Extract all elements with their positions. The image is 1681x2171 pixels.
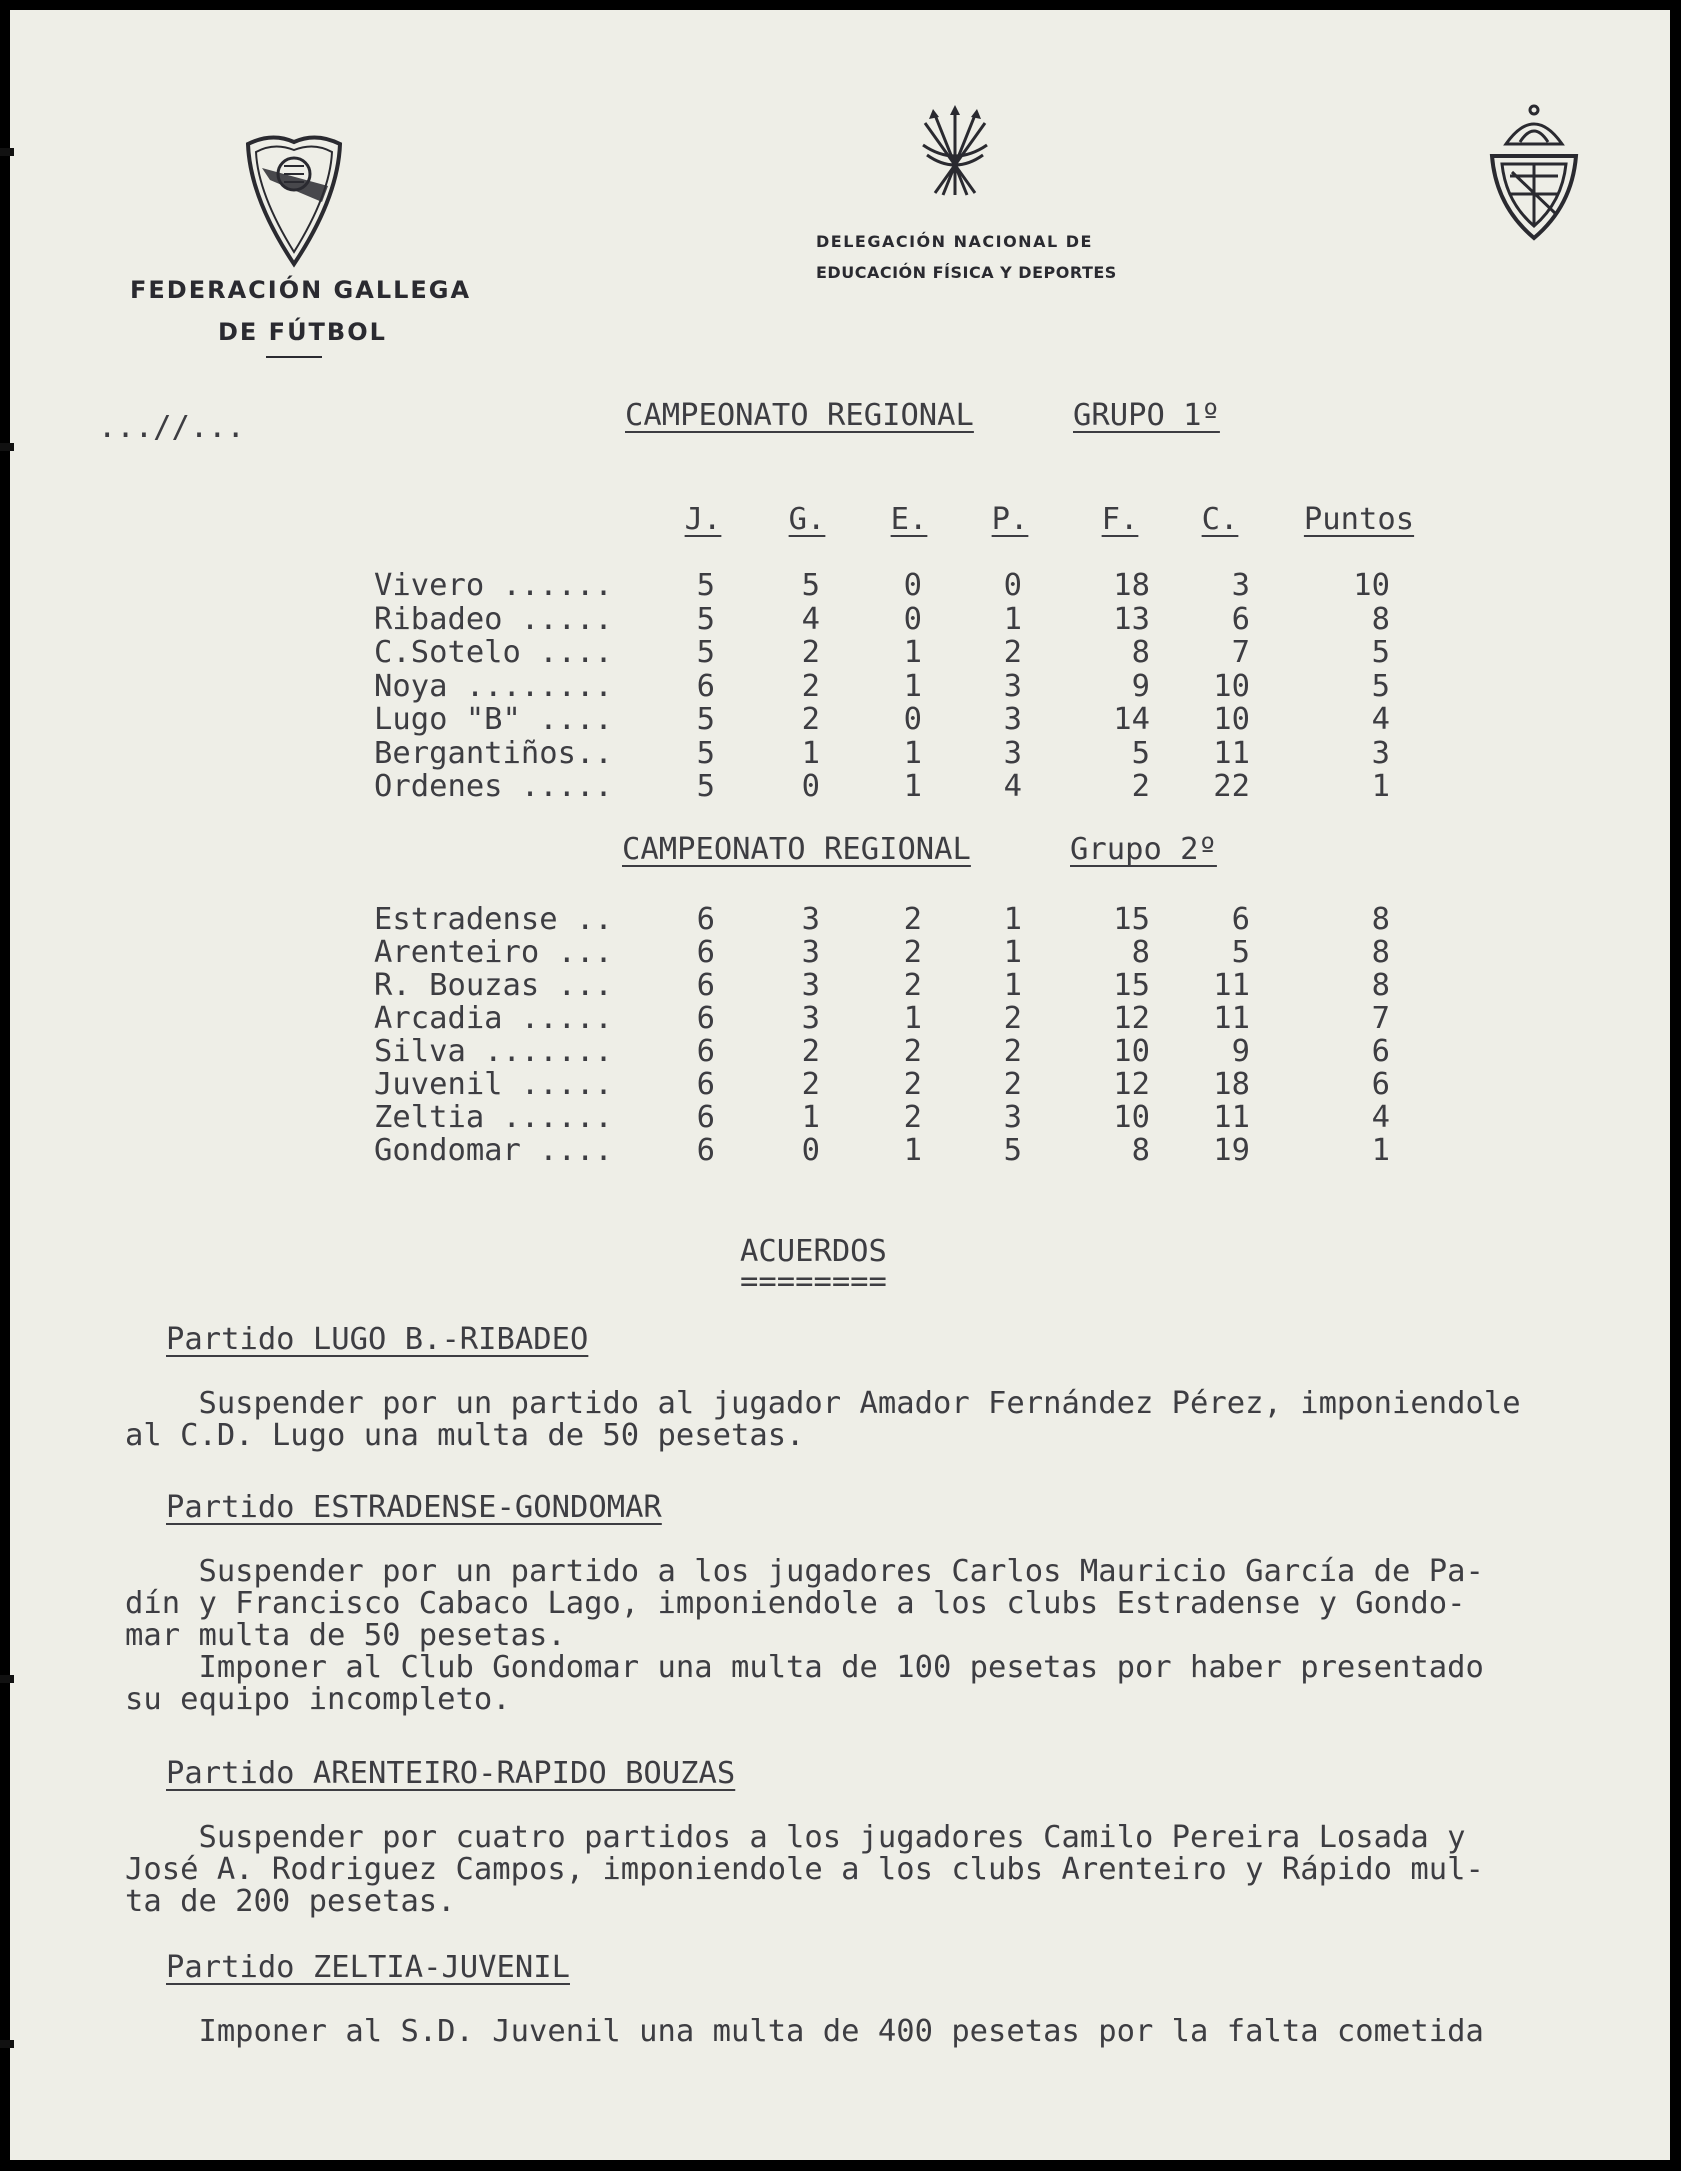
cell-e: 1 [903, 769, 922, 804]
cell-g: 2 [801, 1034, 820, 1069]
cell-j: 6 [696, 1034, 715, 1069]
cell-f: 2 [1131, 769, 1150, 804]
document-sheet [10, 10, 1670, 2160]
cell-p: 2 [1003, 1001, 1022, 1036]
cell-p: 4 [1003, 769, 1022, 804]
section-heading: Partido LUGO B.-RIBADEO [166, 1322, 589, 1357]
punch-hole [0, 443, 14, 451]
cell-j: 6 [696, 968, 715, 1003]
cell-pts: 4 [1371, 702, 1390, 737]
cell-c: 11 [1213, 1100, 1250, 1135]
group1-title: CAMPEONATO REGIONAL [625, 398, 974, 433]
federation-name-line2: DE FÚTBOL [218, 318, 387, 346]
group2-label: Grupo 2º [1070, 832, 1217, 867]
cell-g: 0 [801, 769, 820, 804]
column-header: E. [890, 502, 928, 537]
paragraph-line: José A. Rodriguez Campos, imponiendole a los clubs Arenteiro y Rápido mul- [125, 1852, 1484, 1887]
continuation-mark: ...//... [98, 410, 245, 445]
team-name: R. Bouzas ... [374, 968, 613, 1003]
cell-e: 0 [903, 601, 922, 637]
cell-e: 0 [903, 702, 922, 737]
cell-g: 4 [801, 601, 820, 637]
team-name: Silva ....... [374, 1034, 613, 1069]
cell-e: 1 [903, 635, 922, 670]
cell-f: 9 [1131, 668, 1150, 704]
cell-g: 2 [801, 668, 820, 704]
paragraph-line: ta de 200 pesetas. [125, 1884, 456, 1919]
cell-j: 5 [696, 635, 715, 670]
paragraph-line: mar multa de 50 pesetas. [125, 1618, 566, 1653]
cell-g: 0 [801, 1133, 820, 1168]
team-name: Noya ........ [374, 668, 613, 704]
cell-p: 3 [1003, 735, 1022, 771]
yoke-arrows-emblem [915, 105, 995, 201]
cell-f: 12 [1113, 1067, 1150, 1102]
cell-e: 2 [903, 1034, 922, 1069]
cell-j: 5 [696, 735, 715, 771]
cell-f: 15 [1113, 968, 1150, 1003]
cell-e: 2 [903, 1100, 922, 1135]
cell-j: 6 [696, 935, 715, 970]
delegation-line2: EDUCACIÓN FÍSICA Y DEPORTES [816, 263, 1117, 282]
cell-g: 3 [801, 1001, 820, 1036]
cell-g: 3 [801, 935, 820, 970]
cell-e: 0 [903, 568, 922, 603]
team-name: Gondomar .... [374, 1133, 613, 1168]
cell-c: 6 [1231, 902, 1250, 937]
cell-pts: 8 [1371, 968, 1390, 1003]
cell-pts: 8 [1371, 902, 1390, 937]
cell-j: 5 [696, 769, 715, 804]
section-heading: Partido ARENTEIRO-RAPIDO BOUZAS [166, 1756, 736, 1791]
column-header: P. [991, 502, 1029, 537]
cell-f: 12 [1113, 1001, 1150, 1036]
group1-label: GRUPO 1º [1073, 398, 1220, 433]
punch-hole [0, 1675, 14, 1683]
cell-c: 10 [1213, 702, 1250, 737]
cell-f: 18 [1113, 568, 1150, 603]
cell-c: 5 [1231, 935, 1250, 970]
paragraph-line: Suspender por un partido a los jugadores Carlos Mauricio García de Pa- [125, 1554, 1484, 1589]
cell-j: 6 [696, 1100, 715, 1135]
team-name: Juvenil ..... [374, 1067, 613, 1102]
cell-p: 0 [1003, 568, 1022, 603]
cell-f: 14 [1113, 702, 1150, 737]
punch-hole [0, 2040, 14, 2048]
cell-g: 5 [801, 568, 820, 603]
group2-title: CAMPEONATO REGIONAL [622, 832, 971, 867]
cell-p: 3 [1003, 702, 1022, 737]
cell-e: 2 [903, 968, 922, 1003]
section-heading: Partido ESTRADENSE-GONDOMAR [166, 1490, 662, 1525]
acuerdos-underline: ======== [740, 1264, 887, 1299]
column-header: F. [1101, 502, 1139, 537]
punch-hole [0, 148, 14, 156]
cell-f: 5 [1131, 735, 1150, 771]
cell-g: 1 [801, 1100, 820, 1135]
cell-pts: 1 [1371, 769, 1390, 804]
cell-e: 2 [903, 902, 922, 937]
column-header: G. [788, 502, 826, 537]
column-header: Puntos [1303, 502, 1415, 537]
cell-pts: 5 [1371, 668, 1390, 704]
divider [266, 356, 322, 358]
cell-j: 6 [696, 1001, 715, 1036]
cell-e: 1 [903, 1133, 922, 1168]
cell-f: 8 [1131, 635, 1150, 670]
cell-pts: 5 [1371, 635, 1390, 670]
cell-p: 1 [1003, 935, 1022, 970]
cell-g: 2 [801, 635, 820, 670]
cell-p: 1 [1003, 968, 1022, 1003]
paragraph-line: Suspender por cuatro partidos a los jugadores Camilo Pereira Losada y [125, 1820, 1466, 1855]
team-name: Zeltia ...... [374, 1100, 613, 1135]
cell-pts: 7 [1371, 1001, 1390, 1036]
cell-f: 8 [1131, 1133, 1150, 1168]
cell-g: 3 [801, 968, 820, 1003]
section-heading: Partido ZELTIA-JUVENIL [166, 1950, 570, 1985]
paragraph-line: dín y Francisco Cabaco Lago, imponiendole a los clubs Estradense y Gondo- [125, 1586, 1466, 1621]
cell-pts: 8 [1371, 935, 1390, 970]
cell-pts: 8 [1371, 601, 1390, 637]
paragraph-line: Imponer al Club Gondomar una multa de 100 pesetas por haber presentado [125, 1650, 1484, 1685]
cell-c: 11 [1213, 735, 1250, 771]
cell-f: 15 [1113, 902, 1150, 937]
team-name: Lugo "B" .... [374, 702, 613, 737]
cell-p: 2 [1003, 1034, 1022, 1069]
cell-p: 3 [1003, 1100, 1022, 1135]
cell-e: 1 [903, 1001, 922, 1036]
cell-f: 8 [1131, 935, 1150, 970]
team-name: Estradense .. [374, 902, 613, 937]
team-name: Arenteiro ... [374, 935, 613, 970]
cell-g: 1 [801, 735, 820, 771]
cell-pts: 4 [1371, 1100, 1390, 1135]
cell-c: 9 [1231, 1034, 1250, 1069]
cell-c: 3 [1231, 568, 1250, 603]
cell-e: 2 [903, 1067, 922, 1102]
cell-f: 10 [1113, 1034, 1150, 1069]
cell-e: 2 [903, 935, 922, 970]
cell-c: 18 [1213, 1067, 1250, 1102]
cell-e: 1 [903, 735, 922, 771]
cell-j: 6 [696, 1067, 715, 1102]
cell-c: 6 [1231, 601, 1250, 637]
team-name: Vivero ...... [374, 568, 613, 603]
team-name: Ribadeo ..... [374, 601, 613, 637]
cell-p: 1 [1003, 601, 1022, 637]
cell-p: 2 [1003, 1067, 1022, 1102]
cell-g: 2 [801, 702, 820, 737]
cell-j: 5 [696, 702, 715, 737]
cell-p: 1 [1003, 902, 1022, 937]
federation-name-line1: FEDERACIÓN GALLEGA [130, 276, 472, 304]
cell-j: 5 [696, 568, 715, 603]
federation-shield-logo [242, 128, 346, 268]
cell-c: 7 [1231, 635, 1250, 670]
cell-f: 10 [1113, 1100, 1150, 1135]
cell-j: 6 [696, 1133, 715, 1168]
cell-c: 10 [1213, 668, 1250, 704]
column-header: C. [1201, 502, 1239, 537]
crown-crest-logo [1482, 102, 1586, 252]
cell-pts: 3 [1371, 735, 1390, 771]
cell-pts: 1 [1371, 1133, 1390, 1168]
team-name: Arcadia ..... [374, 1001, 613, 1036]
cell-g: 3 [801, 902, 820, 937]
acuerdos-title: ACUERDOS [740, 1234, 887, 1269]
team-name: C.Sotelo .... [374, 635, 613, 670]
cell-j: 6 [696, 902, 715, 937]
cell-g: 2 [801, 1067, 820, 1102]
cell-pts: 6 [1371, 1067, 1390, 1102]
cell-j: 6 [696, 668, 715, 704]
cell-pts: 10 [1353, 568, 1390, 603]
cell-c: 11 [1213, 968, 1250, 1003]
cell-pts: 6 [1371, 1034, 1390, 1069]
cell-c: 19 [1213, 1133, 1250, 1168]
cell-e: 1 [903, 668, 922, 704]
paragraph-line: Suspender por un partido al jugador Amador Fernández Pérez, imponiendole [125, 1386, 1521, 1421]
paragraph-line: al C.D. Lugo una multa de 50 pesetas. [125, 1418, 805, 1453]
paragraph-line: su equipo incompleto. [125, 1682, 511, 1717]
paragraph-line: Imponer al S.D. Juvenil una multa de 400 pesetas por la falta cometida [125, 2014, 1484, 2049]
cell-c: 22 [1213, 769, 1250, 804]
cell-f: 13 [1113, 601, 1150, 637]
cell-p: 3 [1003, 668, 1022, 704]
cell-p: 2 [1003, 635, 1022, 670]
delegation-line1: DELEGACIÓN NACIONAL DE [816, 232, 1093, 251]
cell-j: 5 [696, 601, 715, 637]
column-header: J. [684, 502, 722, 537]
team-name: Bergantiños.. [374, 735, 613, 771]
team-name: Ordenes ..... [374, 769, 613, 804]
cell-p: 5 [1003, 1133, 1022, 1168]
cell-c: 11 [1213, 1001, 1250, 1036]
